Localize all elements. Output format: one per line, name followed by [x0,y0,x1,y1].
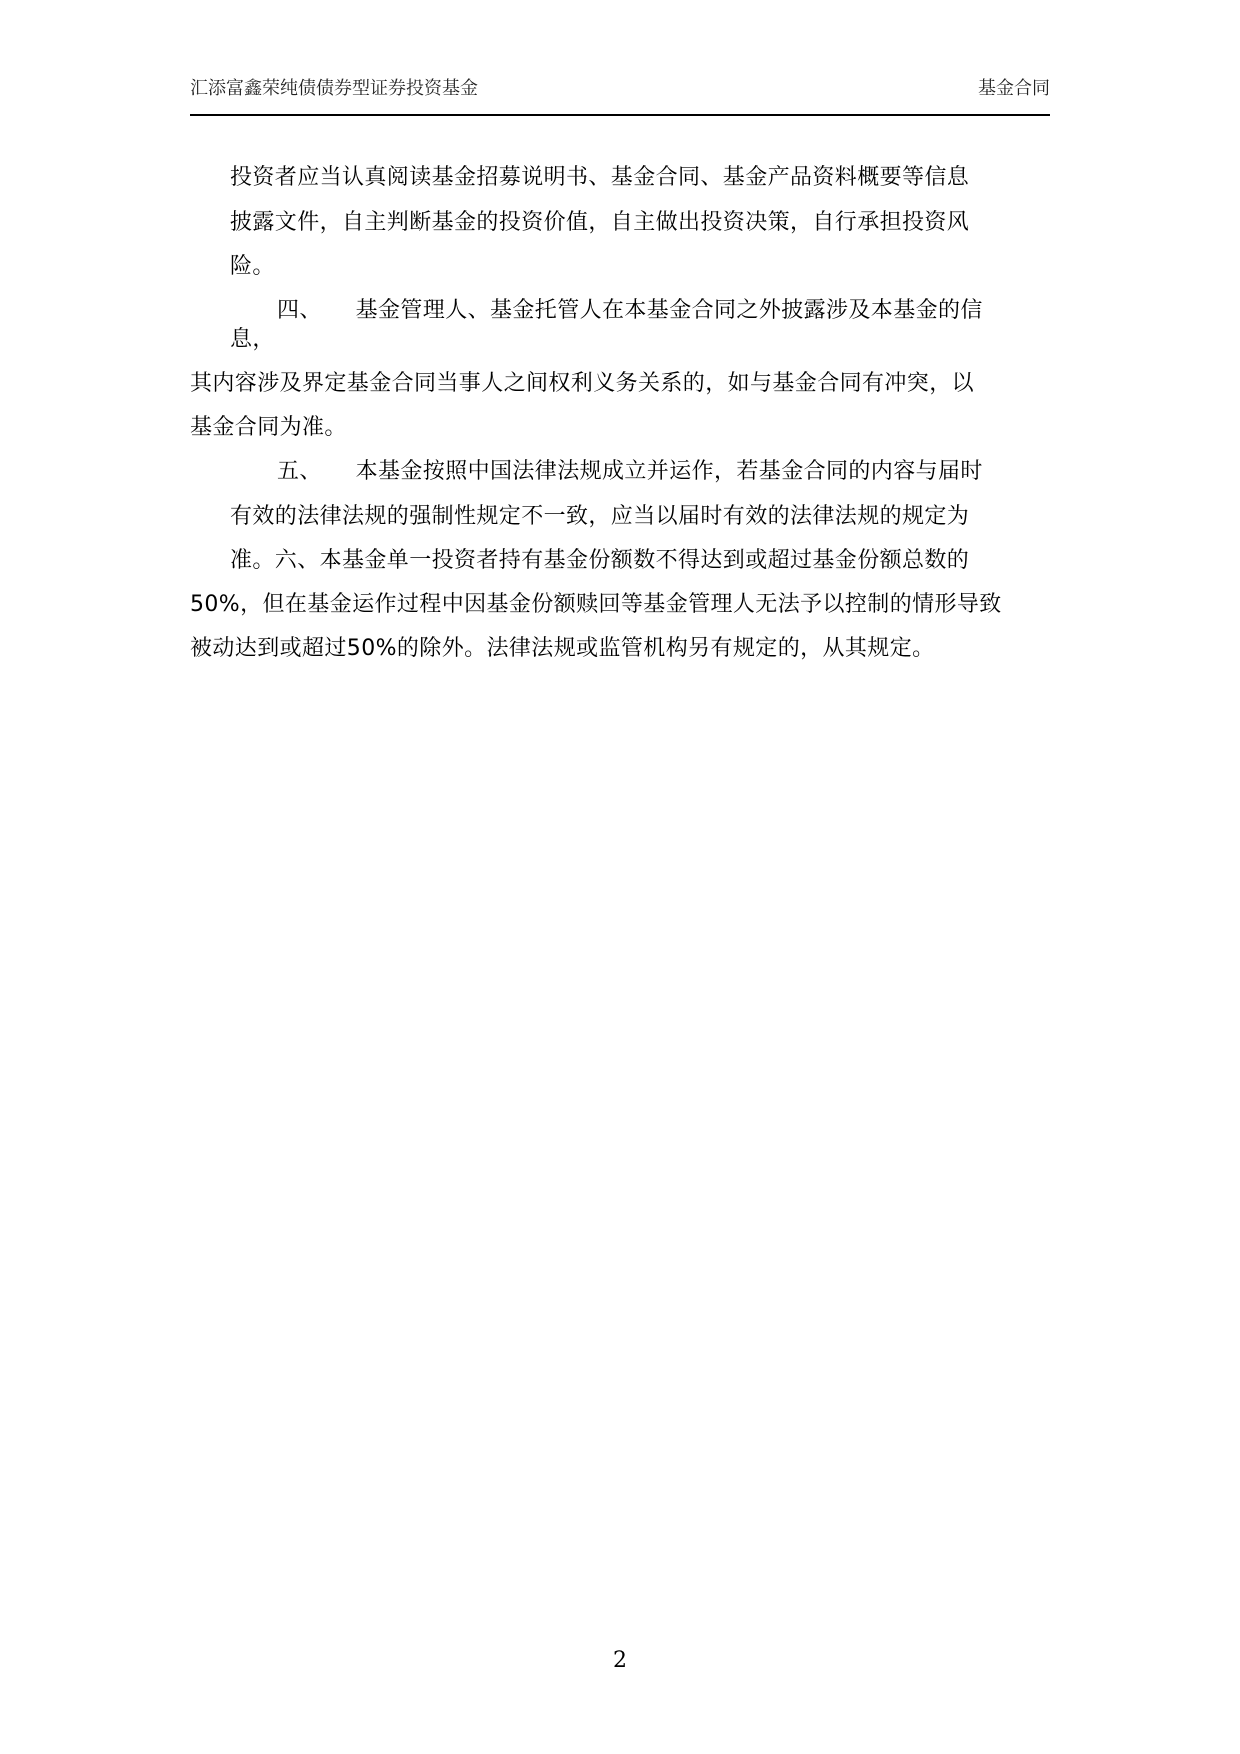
body-line-1: 投资者应当认真阅读基金招募说明书、基金合同、基金产品资料概要等信息 [230,165,970,190]
body-line-3: 险。 [230,254,275,279]
body-line-7: 基金合同为准。 [190,415,347,440]
body-line-8-clause-five: 五、 本基金按照中国法律法规成立并运作，若基金合同的内容与届时 [277,459,983,484]
body-line-10-clause-six: 准。六、本基金单一投资者持有基金份额数不得达到或超过基金份额总数的 [230,548,970,573]
body-line-5: 息， [230,327,275,352]
body-line-6: 其内容涉及界定基金合同当事人之间权利义务关系的，如与基金合同有冲突，以 [190,371,975,396]
body-line-4-clause-four: 四、 基金管理人、基金托管人在本基金合同之外披露涉及本基金的信 [277,298,983,323]
page-header [190,72,1050,106]
header-fund-name: 汇添富鑫荣纯债债券型证券投资基金 [190,78,478,99]
page-number: 2 [613,1648,627,1673]
body-line-9: 有效的法律法规的强制性规定不一致，应当以届时有效的法律法规的规定为 [230,504,970,529]
header-divider [190,114,1050,116]
header-document-type: 基金合同 [978,78,1050,99]
body-line-11: 50%，但在基金运作过程中因基金份额赎回等基金管理人无法予以控制的情形导致 [190,592,1002,617]
body-line-2: 披露文件，自主判断基金的投资价值，自主做出投资决策，自行承担投资风 [230,210,970,235]
body-line-12: 被动达到或超过50%的除外。法律法规或监管机构另有规定的，从其规定。 [190,636,935,661]
